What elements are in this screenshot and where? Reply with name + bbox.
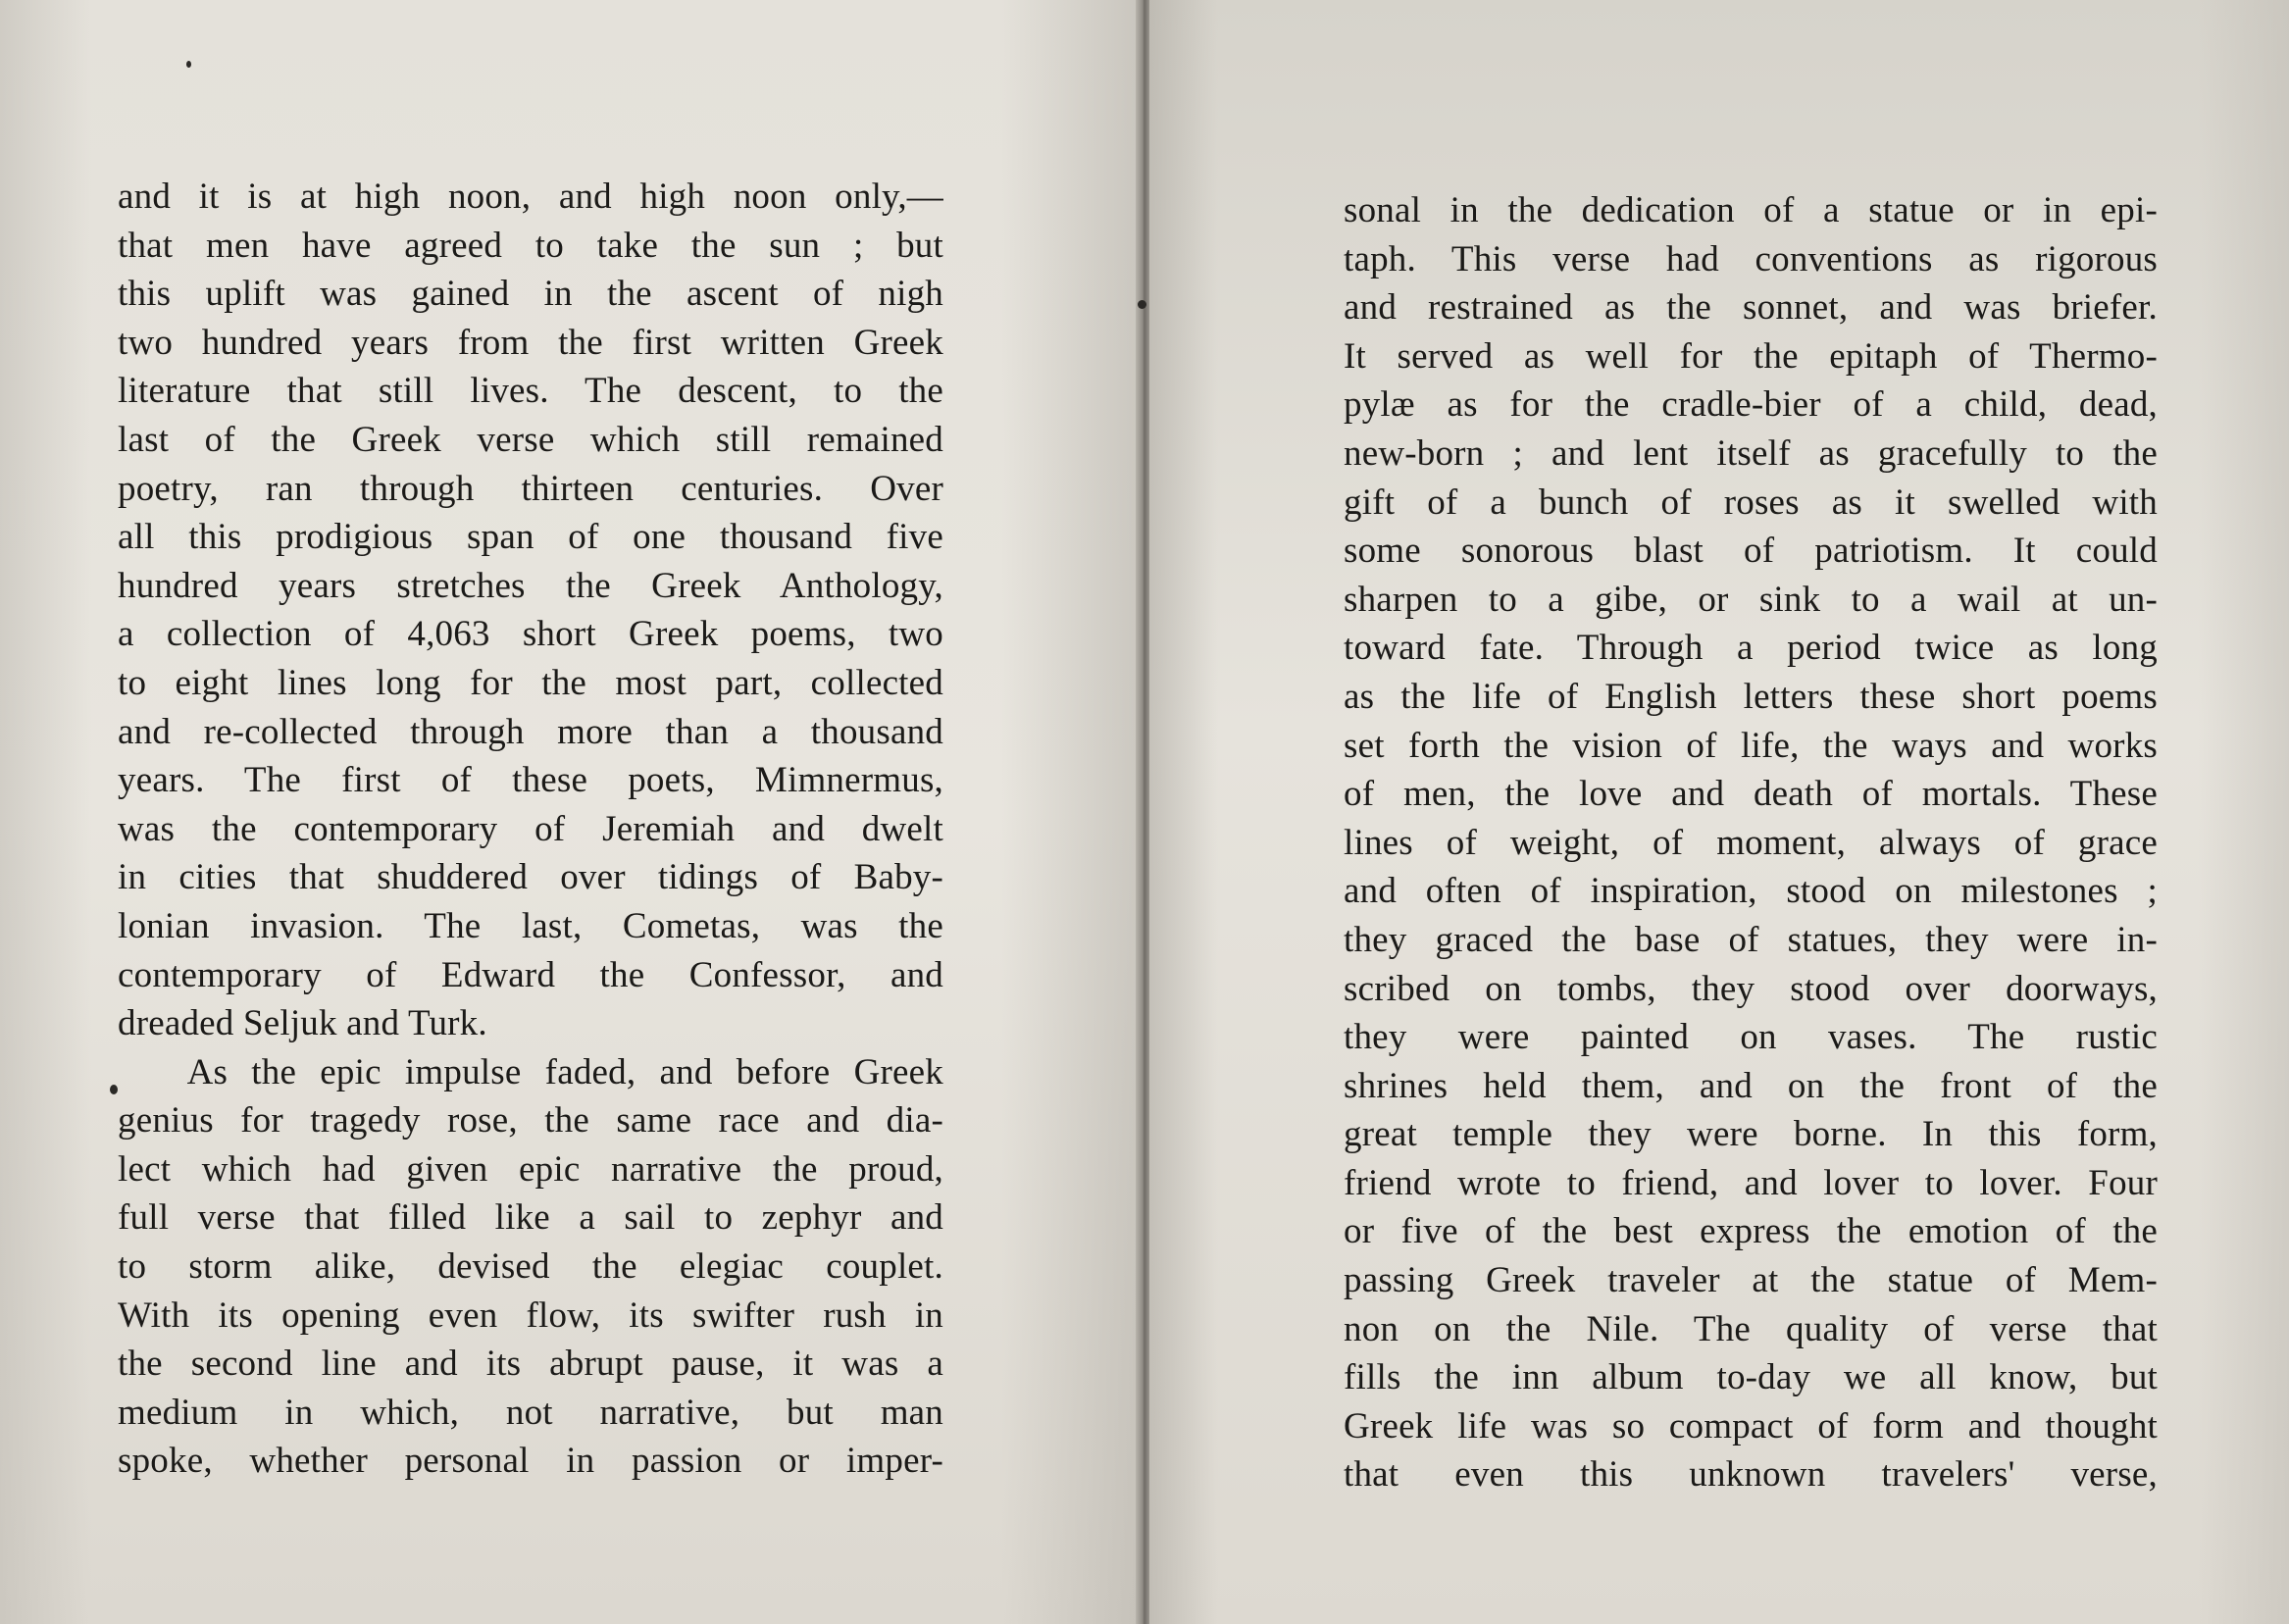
text-line: some sonorous blast of patriotism. It could — [1344, 531, 2158, 572]
text-line: in cities that shuddered over tidings of Baby- — [118, 857, 943, 898]
text-line: spoke, whether personal in passion or imper- — [118, 1441, 943, 1482]
text-line: all this prodigious span of one thousand five — [118, 517, 943, 558]
text-line: With its opening even flow, its swifter rush in — [118, 1294, 943, 1336]
text-line: of men, the love and death of mortals. These — [1344, 774, 2158, 815]
text-line: scribed on tombs, they stood over doorways, — [1344, 968, 2158, 1009]
text-line: years. The first of these poets, Mimnermus, — [118, 760, 943, 801]
text-line: two hundred years from the first written Greek — [118, 322, 943, 363]
text-line: set forth the vision of life, the ways and works — [1344, 725, 2158, 766]
text-line: great temple they were borne. In this form, — [1344, 1114, 2158, 1155]
text-line: that even this unknown travelers' verse, — [1344, 1454, 2158, 1496]
text-line: It served as well for the epitaph of Thermo- — [1344, 335, 2158, 377]
text-line: to storm alike, devised the elegiac couplet. — [118, 1246, 943, 1288]
text-line: gift of a bunch of roses as it swelled with — [1344, 482, 2158, 523]
text-line: and it is at high noon, and high noon only,— — [118, 177, 943, 217]
right-page — [1149, 0, 2289, 1624]
text-line: this uplift was gained in the ascent of nigh — [118, 274, 943, 315]
left-page — [0, 0, 1138, 1624]
text-line: sharpen to a gibe, or sink to a wail at un- — [1344, 579, 2158, 620]
text-line: non on the Nile. The quality of verse that — [1344, 1308, 2158, 1349]
text-line: and re-collected through more than a thousand — [118, 711, 943, 752]
paragraph-end-line: dreaded Seljuk and Turk. — [118, 1003, 487, 1044]
text-line: the second line and its abrupt pause, it was a — [118, 1344, 943, 1385]
text-line: lines of weight, of moment, always of grace — [1344, 822, 2158, 863]
paragraph-start-line: As the epic impulse faded, and before Greek — [118, 1051, 943, 1092]
text-line: medium in which, not narrative, but man — [118, 1392, 943, 1433]
text-line: full verse that filled like a sail to zephyr and — [118, 1197, 943, 1239]
text-line: Greek life was so compact of form and thought — [1344, 1405, 2158, 1446]
text-line: or five of the best express the emotion of the — [1344, 1211, 2158, 1252]
text-line: last of the Greek verse which still remained — [118, 419, 943, 460]
text-line: that men have agreed to take the sun ; but — [118, 225, 943, 266]
right-page-text — [1344, 186, 2158, 1499]
text-line: shrines held them, and on the front of the — [1344, 1065, 2158, 1106]
text-line: and restrained as the sonnet, and was briefer. — [1344, 287, 2158, 329]
text-line: lect which had given epic narrative the proud, — [118, 1148, 943, 1190]
text-line: lonian invasion. The last, Cometas, was the — [118, 905, 943, 946]
text-line: as the life of English letters these short poems — [1344, 676, 2158, 717]
ink-speck — [186, 61, 191, 68]
text-line: contemporary of Edward the Confessor, and — [118, 954, 943, 995]
ink-speck — [1138, 300, 1146, 309]
text-line: to eight lines long for the most part, collected — [118, 662, 943, 703]
text-line: toward fate. Through a period twice as long — [1344, 628, 2158, 669]
text-line: pylæ as for the cradle-bier of a child, dead, — [1344, 384, 2158, 426]
text-line: a collection of 4,063 short Greek poems, two — [118, 614, 943, 655]
text-line: was the contemporary of Jeremiah and dwelt — [118, 808, 943, 849]
text-line: and often of inspiration, stood on milestones ; — [1344, 871, 2158, 912]
text-line: passing Greek traveler at the statue of Mem- — [1344, 1260, 2158, 1301]
ink-speck — [110, 1085, 118, 1094]
text-line: they were painted on vases. The rustic — [1344, 1017, 2158, 1058]
text-line: genius for tragedy rose, the same race and dia- — [118, 1100, 943, 1142]
text-line: sonal in the dedication of a statue or in epi- — [1344, 190, 2158, 230]
text-line: literature that still lives. The descent, to the — [118, 371, 943, 412]
text-line: taph. This verse had conventions as rigorous — [1344, 238, 2158, 279]
text-line: friend wrote to friend, and lover to lover. Four — [1344, 1162, 2158, 1203]
text-line: hundred years stretches the Greek Anthology, — [118, 565, 943, 606]
left-page-text — [118, 173, 943, 1486]
text-line: poetry, ran through thirteen centuries. Over — [118, 468, 943, 509]
text-line: new-born ; and lent itself as gracefully to the — [1344, 432, 2158, 474]
text-line: they graced the base of statues, they were in- — [1344, 919, 2158, 960]
text-line: fills the inn album to-day we all know, but — [1344, 1357, 2158, 1398]
